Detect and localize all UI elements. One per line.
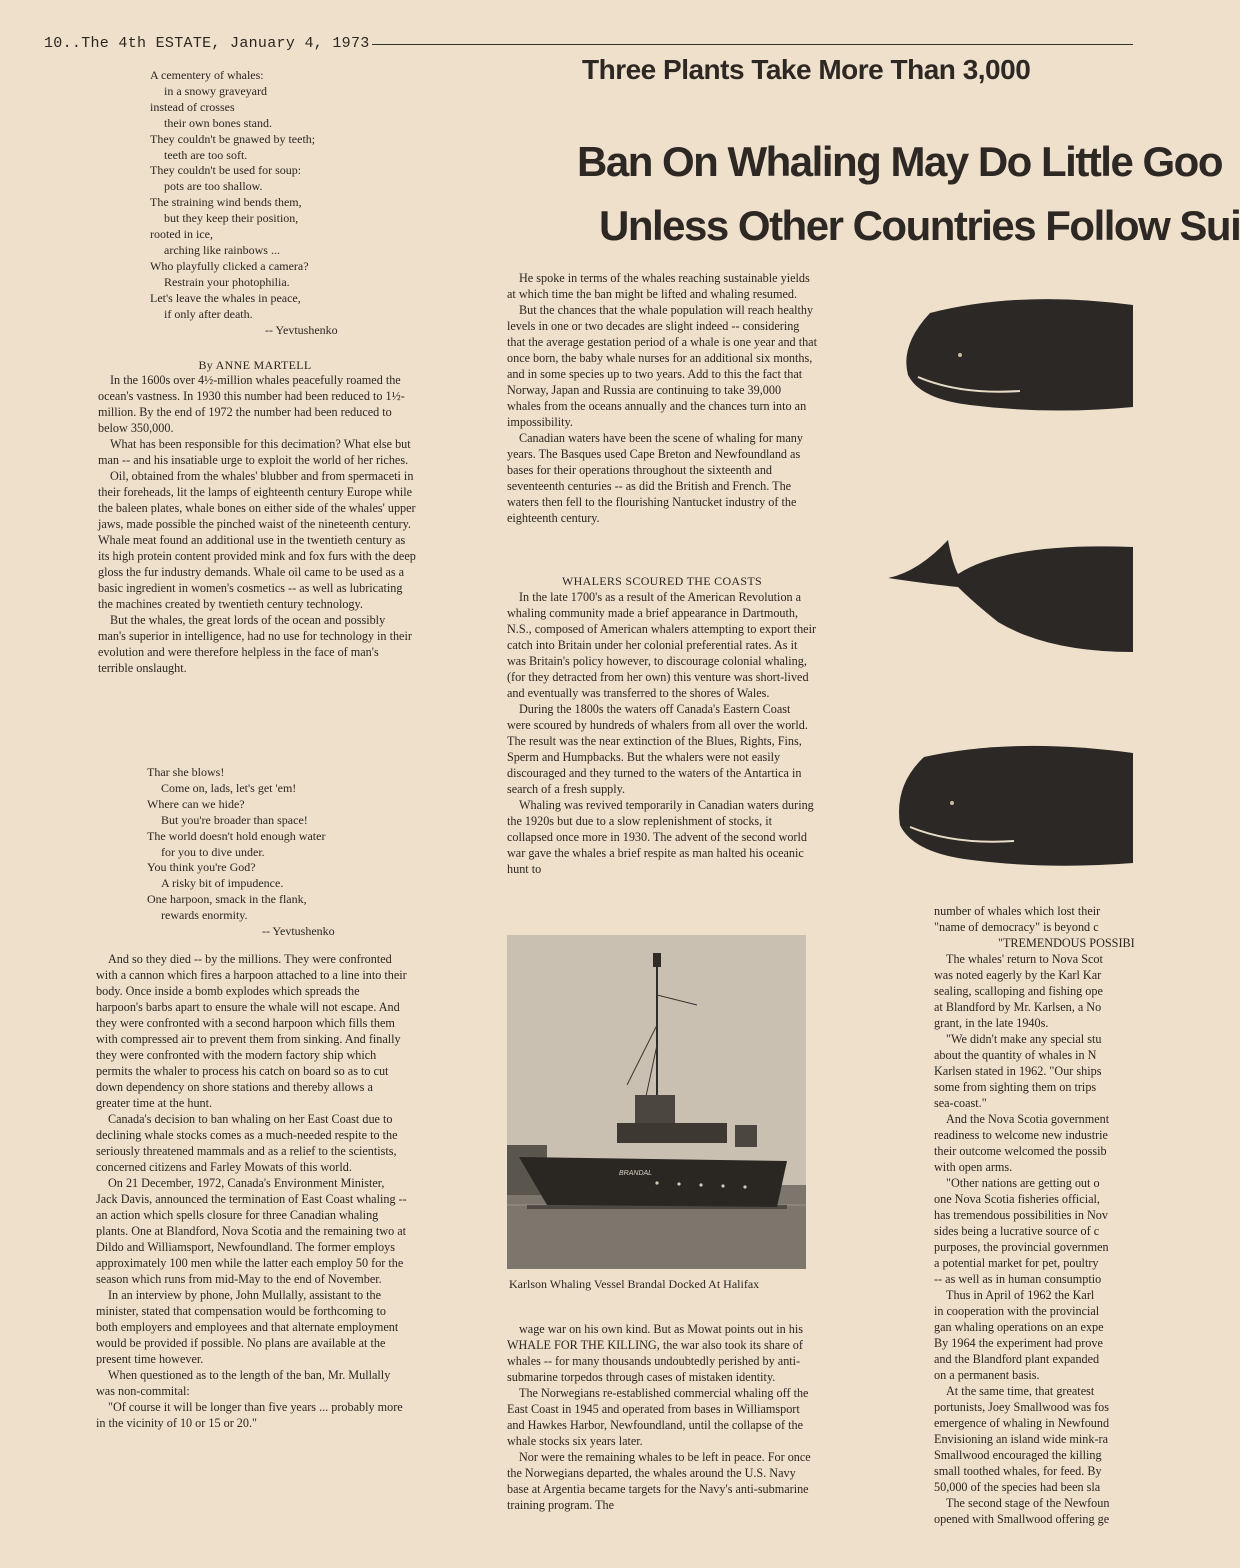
whale-illustration-1: [900, 295, 1133, 415]
paragraph: In the late 1700's as a result of the American Revolution a whaling community made a brief appearance in Dartmouth, N.S., composed of American whalers attempting to export their catch into Britain under her colonial preferential rates. As it was Britain's policy however, to discourage colonial whaling, (for they detracted from her own) this venture was short-lived and eventually was transferred to the shores of Wales.: [507, 590, 817, 700]
text-line: about the quantity of whales in N: [934, 1048, 1097, 1062]
paragraph: But the chances that the whale population will reach healthy levels in one or two decades are slight indeed -- considering that the average gestation period of a whale is one year and that once born, the baby whale nurses for an additional six months, and in some species up to two years. Add to this the fact that Norway, Japan and Russia are continuing to take 39,000 whales from the oceans annually and the chances turn into an impossibility.: [507, 303, 817, 429]
ship-name: BRANDAL: [619, 1170, 653, 1177]
poem-line: They couldn't be gnawed by teeth;: [150, 131, 316, 146]
paragraph: wage war on his own kind. But as Mowat points out in his WHALE FOR THE KILLING, the war also took its share of whales -- for many thousands undoubtedly perished by anti-submarine torpedos through cases of mistaken identity.: [507, 1322, 804, 1384]
paragraph: Nor were the remaining whales to be left in peace. For once the Norwegians departed, the whales around the U.S. Navy base at Argentia became targets for the Navy's anti-submarine training program. The: [507, 1450, 811, 1512]
paragraph: In an interview by phone, John Mullally, assistant to the minister, stated that compensation would be forthcoming to both employers and employees and that alternate employment would be provided if possible. No plans are available at the present time however.: [96, 1288, 399, 1366]
paragraph: When questioned as to the length of the ban, Mr. Mullally was non-commital:: [96, 1368, 391, 1398]
text-line: sides being a lucrative source of c: [934, 1224, 1100, 1238]
paragraph: What has been responsible for this decimation? What else but man -- and his insatiable urge to exploit the world of her riches.: [98, 437, 411, 467]
poem-line: if only after death.: [164, 306, 253, 321]
text-line: one Nova Scotia fisheries official,: [934, 1192, 1100, 1206]
article-column-3: [934, 903, 1133, 1527]
text-line: The whales' return to Nova Scot: [946, 952, 1103, 966]
paragraph: In the 1600s over 4½-million whales peacefully roamed the ocean's vastness. In 1930 this number had been reduced to 1½-million. By the end of 1972 the number had been reduced to below 350,000.: [98, 373, 405, 435]
text-line: portunists, Joey Smallwood was fos: [934, 1400, 1110, 1414]
whale-illustration-2: [888, 522, 1133, 657]
poem-line: arching like rainbows ...: [164, 242, 280, 257]
text-line: The second stage of the Newfoun: [946, 1496, 1110, 1510]
text-line: was noted eagerly by the Karl Kar: [934, 968, 1102, 982]
text-line: Envisioning an island wide mink-ra: [934, 1432, 1108, 1446]
paragraph: Oil, obtained from the whales' blubber and from spermaceti in their foreheads, lit the lamps of eighteenth century Europe while the baleen plates, whale bones on either side of the whales' upper jaws, made possible the pinched waist of the nineteenth century. Whale meat found an additional use in the twentieth century as its high protein content provided mink and fox furs with the deep gloss the fur industry demands. Whale oil came to be used as a basic ingredient in women's cosmetics -- as well as lubricating the machines created by twentieth century technology.: [98, 469, 416, 611]
whale-tail-icon: [888, 522, 1133, 657]
poem-line: in a snowy graveyard: [164, 83, 267, 98]
text-line: has tremendous possibilities in Nov: [934, 1208, 1108, 1222]
poem-line: Come on, lads, let's get 'em!: [161, 780, 297, 795]
text-line: And the Nova Scotia government: [946, 1112, 1110, 1126]
photo-caption: Karlson Whaling Vessel Brandal Docked At Halifax: [509, 1277, 760, 1291]
text-line: number of whales which lost their: [934, 904, 1101, 918]
poem-line: -- Yevtushenko: [262, 924, 335, 939]
poem-line: -- Yevtushenko: [265, 322, 338, 337]
text-line: on a permanent basis.: [934, 1368, 1040, 1382]
text-line: sea-coast.": [934, 1096, 987, 1110]
text-line: Smallwood encouraged the killing: [934, 1448, 1102, 1462]
poem-yevtushenko-1: [150, 68, 410, 338]
text-line: sealing, scalloping and fishing ope: [934, 984, 1103, 998]
sperm-whale-icon: [900, 295, 1133, 415]
text-line: and the Blandford plant expanded: [934, 1352, 1100, 1366]
text-line: at Blandford by Mr. Karlsen, a No: [934, 1000, 1102, 1014]
text-line: with open arms.: [934, 1160, 1013, 1174]
sperm-whale-icon-2: [894, 745, 1133, 870]
paragraph: And so they died -- by the millions. They were confronted with a cannon which fires a harpoon attached to a line into their body. Once inside a bomb explodes which spreads the harpoon's barbs apart to ensure the whale will not escape. And they were confronted with a second harpoon which fills them with compressed air to prevent them from sinking. And finally they were confronted with the modern factory ship which permits the whaler to process his catch on board so as to cut down dependency on shore stations and thereby allows a greater time at the hunt.: [96, 952, 407, 1110]
text-line: "name of democracy" is beyond c: [934, 920, 1099, 934]
text-line: a potential market for pet, poultry: [934, 1256, 1099, 1270]
text-line: "We didn't make any special stu: [946, 1032, 1102, 1046]
paragraph: On 21 December, 1972, Canada's Environment Minister, Jack Davis, announced the termination of East Coast whaling -- an action which spells closure for three Canadian whaling plants. One at Blandford, Nova Scotia and the remaining two at Dildo and Williamsport, Newfoundland. The former employs approximately 100 men while the latter each employ 50 for the season which runs from mid-May to the end of November.: [96, 1176, 407, 1286]
poem-line: rooted in ice,: [150, 227, 213, 242]
poem-line: But you're broader than space!: [161, 812, 308, 827]
text-line: Thus in April of 1962 the Karl: [946, 1288, 1095, 1302]
kicker-headline: Three Plants Take More Than 3,000: [582, 54, 1031, 85]
paragraph: The Norwegians re-established commercial whaling off the East Coast in 1945 and operated from bases in Williamsport and Hawkes Harbor, Newfoundland, until the collapse of the whale stocks six years later.: [507, 1386, 809, 1448]
paragraph: But the whales, the great lords of the ocean and possibly man's superior in intelligence, had no use for technology in their evolution and were therefore helpless in the face of man's terrible onslaught.: [98, 613, 412, 675]
poem-line: but they keep their position,: [164, 211, 299, 226]
subhead-tremendous: "TREMENDOUS POSSIBI: [998, 936, 1135, 950]
text-line: opened with Smallwood offering ge: [934, 1512, 1110, 1526]
text-line: By 1964 the experiment had prove: [934, 1336, 1103, 1350]
ship-photo: [507, 935, 806, 1269]
masthead-text: 10..The 4th ESTATE, January 4, 1973: [44, 34, 370, 52]
article-column-2b: [507, 589, 817, 877]
text-line: readiness to welcome new industrie: [934, 1128, 1108, 1142]
paragraph: During the 1800s the waters off Canada's Eastern Coast were scoured by hundreds of whalers from all over the world. The result was the near extinction of the Blues, Rights, Fins, Sperm and Humpbacks. But the whalers were not easily discouraged and they turned to the waters of the Antartica in search of a fresh supply.: [507, 702, 808, 796]
poem-line: teeth are too soft.: [164, 147, 248, 162]
headline-line-1: Ban On Whaling May Do Little Goo: [577, 138, 1222, 185]
poem-line: A risky bit of impudence.: [161, 876, 284, 891]
poem-line: You think you're God?: [147, 860, 256, 875]
whale-illustration-3: [894, 745, 1133, 870]
paragraph: Whaling was revived temporarily in Canadian waters during the 1920s but due to a slow replenishment of stocks, it collapsed once more in 1930. The advent of the second world war gave the whales a brief respite as man halted his oceanic hunt to: [507, 798, 814, 876]
text-line: emergence of whaling in Newfound: [934, 1416, 1110, 1430]
text-line: their outcome welcomed the possib: [934, 1144, 1107, 1158]
headline-line-2: Unless Other Countries Follow Sui: [599, 202, 1240, 249]
text-line: 50,000 of the species had been sla: [934, 1480, 1101, 1494]
article-column-2c: [507, 1321, 819, 1513]
ship-illustration: [507, 935, 806, 1269]
text-line: -- as well as in human consumptio: [934, 1272, 1102, 1286]
text-line: gan whaling operations on an expe: [934, 1320, 1104, 1334]
poem-line: Where can we hide?: [147, 796, 245, 811]
poem-line: pots are too shallow.: [164, 179, 263, 194]
text-line: small toothed whales, for feed. By: [934, 1464, 1102, 1478]
poem-line: rewards enormity.: [161, 908, 248, 923]
text-line: grant, in the late 1940s.: [934, 1016, 1049, 1030]
text-line: in cooperation with the provincial: [934, 1304, 1100, 1318]
paragraph: "Of course it will be longer than five years ... probably more in the vicinity of 10 or 15 or 20.": [96, 1400, 403, 1430]
article-column-1b: [96, 951, 408, 1431]
poem-line: their own bones stand.: [164, 115, 272, 130]
poem-line: They couldn't be used for soup:: [150, 163, 302, 178]
byline: By ANNE MARTELL: [198, 358, 312, 372]
masthead: [44, 32, 1133, 54]
poem-line: Thar she blows!: [147, 765, 225, 779]
text-line: "Other nations are getting out o: [946, 1176, 1100, 1190]
poem-line: Let's leave the whales in peace,: [150, 290, 301, 305]
poem-line: Restrain your photophilia.: [164, 274, 290, 289]
paragraph: Canada's decision to ban whaling on her East Coast due to declining whale stocks comes as a much-needed respite to the seriously threatened mammals and as a relief to the scientists, concerned citizens and Farley Mowats of this world.: [96, 1112, 398, 1174]
text-line: Karlsen stated in 1962. "Our ships: [934, 1064, 1102, 1078]
subhead-whalers: WHALERS SCOURED THE COASTS: [562, 574, 762, 588]
text-line: purposes, the provincial governmen: [934, 1240, 1109, 1254]
text-line: At the same time, that greatest: [946, 1384, 1095, 1398]
poem-line: One harpoon, smack in the flank,: [147, 892, 307, 907]
poem-line: instead of crosses: [150, 99, 235, 114]
masthead-rule: [372, 44, 1133, 45]
paragraph: Canadian waters have been the scene of whaling for many years. The Basques used Cape Breton and Newfoundland as bases for their operations throughout the sixteenth and seventeenth centuries -- as did the British and French. The waters then fell to the flourishing Nantucket industry of the eighteenth century.: [507, 431, 803, 525]
article-column-2a: [507, 270, 817, 526]
article-column-1a: [98, 372, 416, 676]
poem-line: for you to dive under.: [161, 844, 265, 859]
text-line: some from sighting them on trips: [934, 1080, 1097, 1094]
poem-line: The straining wind bends them,: [150, 195, 302, 210]
paragraph: He spoke in terms of the whales reaching sustainable yields at which time the ban might be lifted and whaling resumed.: [507, 271, 810, 301]
main-headline: [577, 130, 1240, 258]
poem-yevtushenko-2: [147, 765, 407, 940]
poem-line: The world doesn't hold enough water: [147, 828, 326, 843]
poem-line: Who playfully clicked a camera?: [150, 258, 309, 273]
poem-line: A cementery of whales:: [150, 68, 264, 82]
